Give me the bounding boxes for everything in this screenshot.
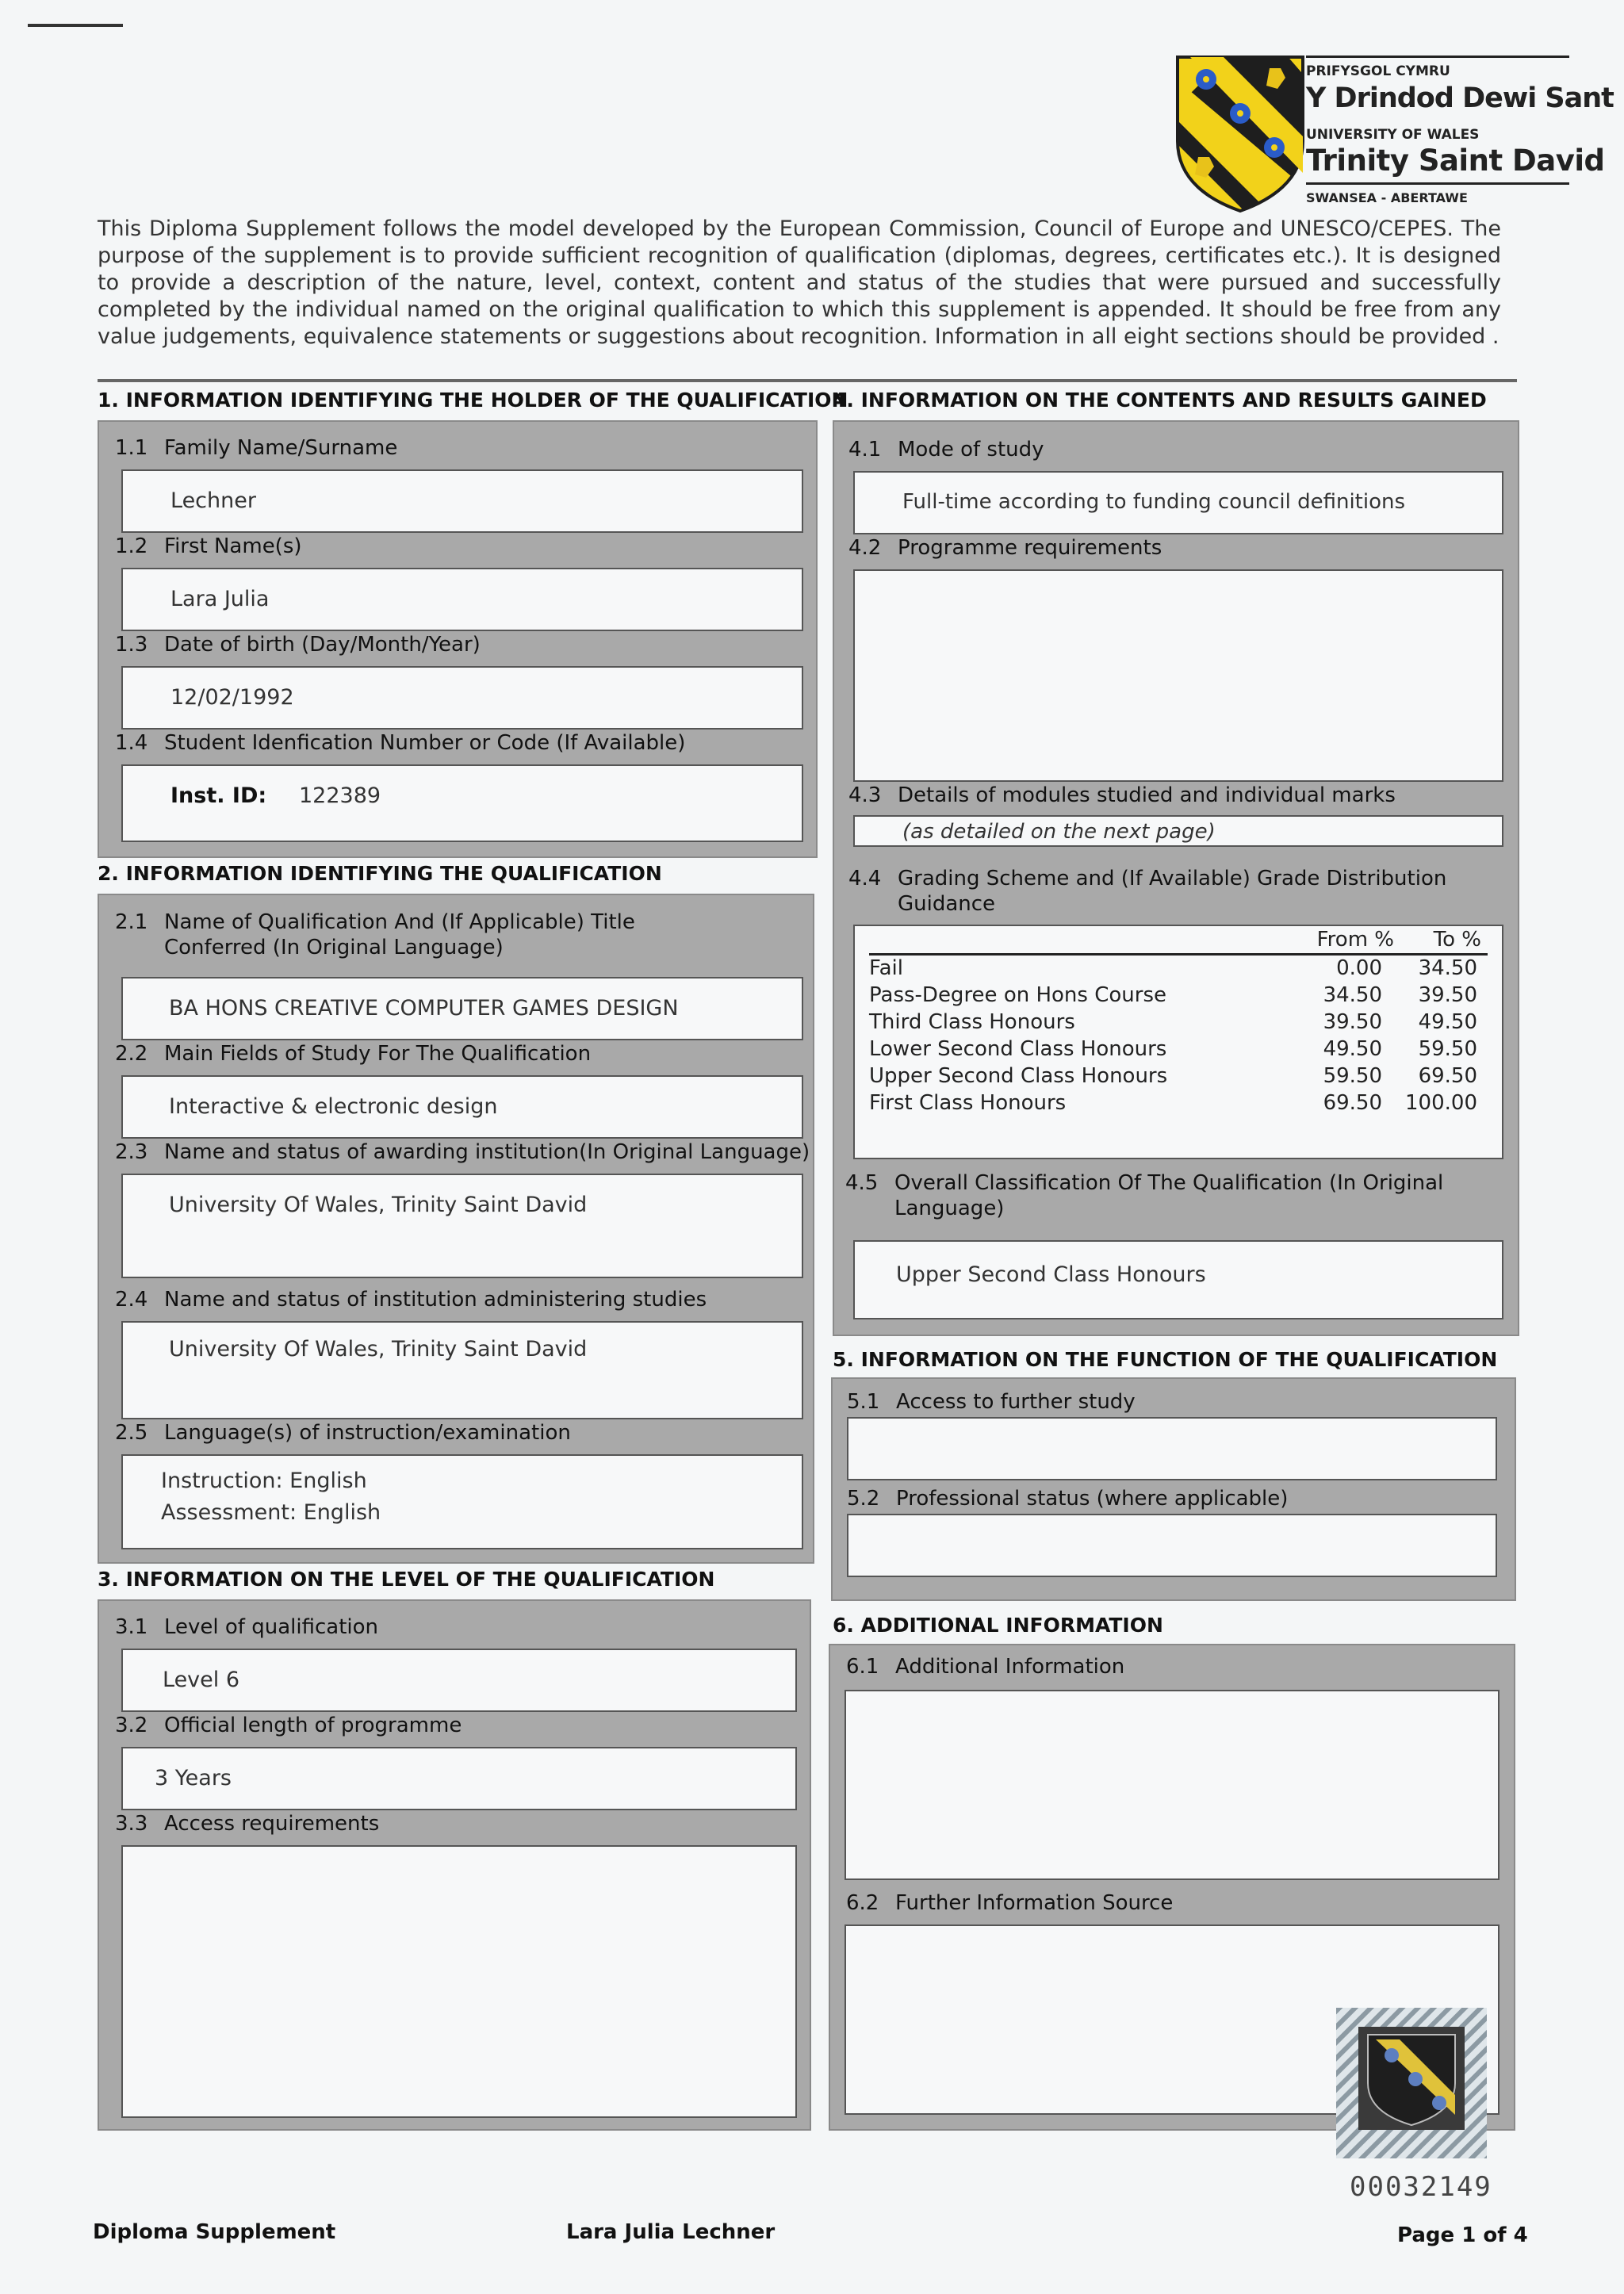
grade-from: 0.00: [1336, 956, 1382, 980]
modules-details-field: [853, 815, 1503, 847]
logo-line-2: Y Drindod Dewi Sant: [1306, 82, 1614, 114]
section-2-panel: [98, 894, 814, 1564]
first-name-value: Lara Julia: [170, 587, 270, 611]
grading-header-rule: [869, 953, 1488, 956]
qualification-name-value: BA HONS CREATIVE COMPUTER GAMES DESIGN: [169, 996, 679, 1021]
logo-rule-bottom: [1306, 182, 1569, 185]
section-4-panel: [833, 420, 1519, 1336]
field-2-4-label: 2.4 Name and status of institution administering studies: [115, 1288, 707, 1312]
professional-status-field: [847, 1514, 1497, 1577]
grade-from: 39.50: [1323, 1010, 1382, 1034]
field-1-3-label: 1.3 Date of birth (Day/Month/Year): [115, 633, 481, 657]
programme-length-value: 3 Years: [155, 1766, 232, 1790]
grade-to: 34.50: [1418, 956, 1477, 980]
assessment-language-value: Assessment: English: [161, 1500, 381, 1525]
grade-name: Lower Second Class Honours: [869, 1037, 1167, 1061]
programme-requirements-field: [853, 569, 1503, 782]
field-2-3-label: 2.3 Name and status of awarding institution(In Original Language): [115, 1140, 810, 1164]
intro-paragraph: This Diploma Supplement follows the model developed by the European Commission, Council of Europe and UNESCO/CEPES. The purpose of the supplement is to provide sufficient recognition of qualification (diplomas, degrees, certificates etc.). It is designed to provide a description of the nature, level, context, content and status of the studies that were pursued and successfully completed by the individual named on the original qualification to which this supplement is appended. It should be free from any value judgements, equivalence statements or suggestions about recognition. Information in all eight sections should be provided .: [98, 216, 1501, 349]
field-1-4-label: 1.4 Student Idenfication Number or Code (If Available): [115, 731, 686, 755]
grade-from: 59.50: [1323, 1064, 1382, 1088]
administering-institution-value: University Of Wales, Trinity Saint David: [169, 1337, 588, 1361]
grade-to: 49.50: [1418, 1010, 1477, 1034]
administering-institution-field: [121, 1321, 803, 1419]
grade-name: Fail: [869, 956, 903, 980]
section-3-panel: [98, 1599, 811, 2131]
logo-line-3: UNIVERSITY OF WALES: [1306, 127, 1480, 143]
field-3-2-label: 3.2 Official length of programme: [115, 1714, 462, 1737]
awarding-institution-field: [121, 1174, 803, 1278]
field-4-5-label: 4.5 Overall Classification Of The Qualification (In Original Language): [845, 1171, 1444, 1220]
grade-from: 49.50: [1323, 1037, 1382, 1061]
section-1-title: 1. INFORMATION IDENTIFYING THE HOLDER OF THE QUALIFICATION: [98, 389, 848, 412]
footer-left: Diploma Supplement: [93, 2220, 336, 2244]
col-to-header: To %: [1433, 928, 1481, 952]
field-3-3-label: 3.3 Access requirements: [115, 1812, 380, 1836]
field-1-2-label: 1.2 First Name(s): [115, 534, 302, 558]
date-of-birth-field: [121, 666, 803, 730]
field-2-1-label: 2.1 Name of Qualification And (If Applicable) Title Conferred (In Original Language): [115, 910, 635, 959]
programme-length-field: [121, 1747, 797, 1810]
grade-from: 69.50: [1323, 1091, 1382, 1115]
footer-center: Lara Julia Lechner: [566, 2220, 776, 2244]
student-id-field: [121, 764, 803, 842]
section-3-title: 3. INFORMATION ON THE LEVEL OF THE QUALIFICATION: [98, 1568, 715, 1591]
mode-of-study-value: Full-time according to funding council definitions: [902, 490, 1406, 514]
section-4-title: 4. INFORMATION ON THE CONTENTS AND RESULTS GAINED: [833, 389, 1487, 412]
grade-name: Third Class Honours: [869, 1010, 1075, 1034]
grading-table: [855, 926, 1505, 1161]
col-from-header: From %: [1316, 928, 1394, 952]
scan-mark: [28, 24, 123, 27]
level-value: Level 6: [163, 1668, 240, 1692]
field-4-1-label: 4.1 Mode of study: [848, 438, 1044, 461]
grade-to: 100.00: [1405, 1091, 1477, 1115]
overall-classification-value: Upper Second Class Honours: [896, 1262, 1206, 1287]
field-1-1-label: 1.1 Family Name/Surname: [115, 436, 398, 460]
footer-right: Page 1 of 4: [1397, 2223, 1528, 2247]
serial-number: 00032149: [1350, 2171, 1492, 2203]
section-1-panel: [98, 420, 818, 858]
logo-rule-top: [1306, 56, 1569, 58]
section-5-title: 5. INFORMATION ON THE FUNCTION OF THE QUALIFICATION: [833, 1348, 1498, 1371]
field-3-1-label: 3.1 Level of qualification: [115, 1615, 378, 1639]
logo-line-4: Trinity Saint David: [1306, 144, 1605, 178]
field-2-5-label: 2.5 Language(s) of instruction/examination: [115, 1421, 571, 1445]
field-6-2-label: 6.2 Further Information Source: [846, 1891, 1174, 1915]
field-4-2-label: 4.2 Programme requirements: [848, 536, 1162, 560]
field-4-3-label: 4.3 Details of modules studied and individual marks: [848, 783, 1396, 807]
further-study-field: [847, 1417, 1497, 1480]
section-5-panel: [831, 1377, 1516, 1601]
header-divider: [98, 379, 1517, 382]
field-2-2-label: 2.2 Main Fields of Study For The Qualification: [115, 1042, 592, 1066]
first-name-field: [121, 568, 803, 631]
student-id-value: 122389: [299, 783, 381, 808]
grade-to: 69.50: [1418, 1064, 1477, 1088]
main-fields-field: [121, 1075, 803, 1139]
level-field: [121, 1649, 797, 1712]
field-5-1-label: 5.1 Access to further study: [847, 1390, 1136, 1414]
main-fields-value: Interactive & electronic design: [169, 1094, 498, 1119]
grade-name: Pass-Degree on Hons Course: [869, 983, 1166, 1007]
grade-to: 39.50: [1418, 983, 1477, 1007]
family-name-field: [121, 469, 803, 533]
field-6-1-label: 6.1 Additional Information: [846, 1655, 1125, 1679]
date-of-birth-value: 12/02/1992: [170, 685, 294, 710]
languages-field: [121, 1454, 803, 1549]
awarding-institution-value: University Of Wales, Trinity Saint David: [169, 1193, 588, 1217]
instruction-language-value: Instruction: English: [161, 1469, 367, 1493]
student-id-label: Inst. ID:: [170, 783, 267, 808]
overall-classification-field: [853, 1240, 1503, 1319]
section-6-title: 6. ADDITIONAL INFORMATION: [833, 1614, 1163, 1637]
field-5-2-label: 5.2 Professional status (where applicable): [847, 1487, 1289, 1511]
modules-details-value: (as detailed on the next page): [902, 820, 1216, 844]
logo-line-1: PRIFYSGOL CYMRU: [1306, 63, 1450, 79]
grade-to: 59.50: [1418, 1037, 1477, 1061]
grade-name: First Class Honours: [869, 1091, 1067, 1115]
family-name-value: Lechner: [170, 488, 256, 513]
university-crest-icon: [1174, 54, 1306, 213]
qualification-name-field: [121, 977, 803, 1040]
section-2-title: 2. INFORMATION IDENTIFYING THE QUALIFICATION: [98, 862, 662, 885]
additional-information-field: [845, 1690, 1500, 1880]
grade-from: 34.50: [1323, 983, 1382, 1007]
field-4-4-label: 4.4 Grading Scheme and (If Available) Grade Distribution Guidance: [848, 867, 1447, 916]
hologram-seal-icon: [1336, 2008, 1487, 2158]
grade-name: Upper Second Class Honours: [869, 1064, 1168, 1088]
mode-of-study-field: [853, 471, 1503, 534]
access-requirements-field: [121, 1845, 797, 2118]
grading-scheme-field: [853, 925, 1503, 1159]
logo-line-5: SWANSEA - ABERTAWE: [1306, 190, 1468, 205]
